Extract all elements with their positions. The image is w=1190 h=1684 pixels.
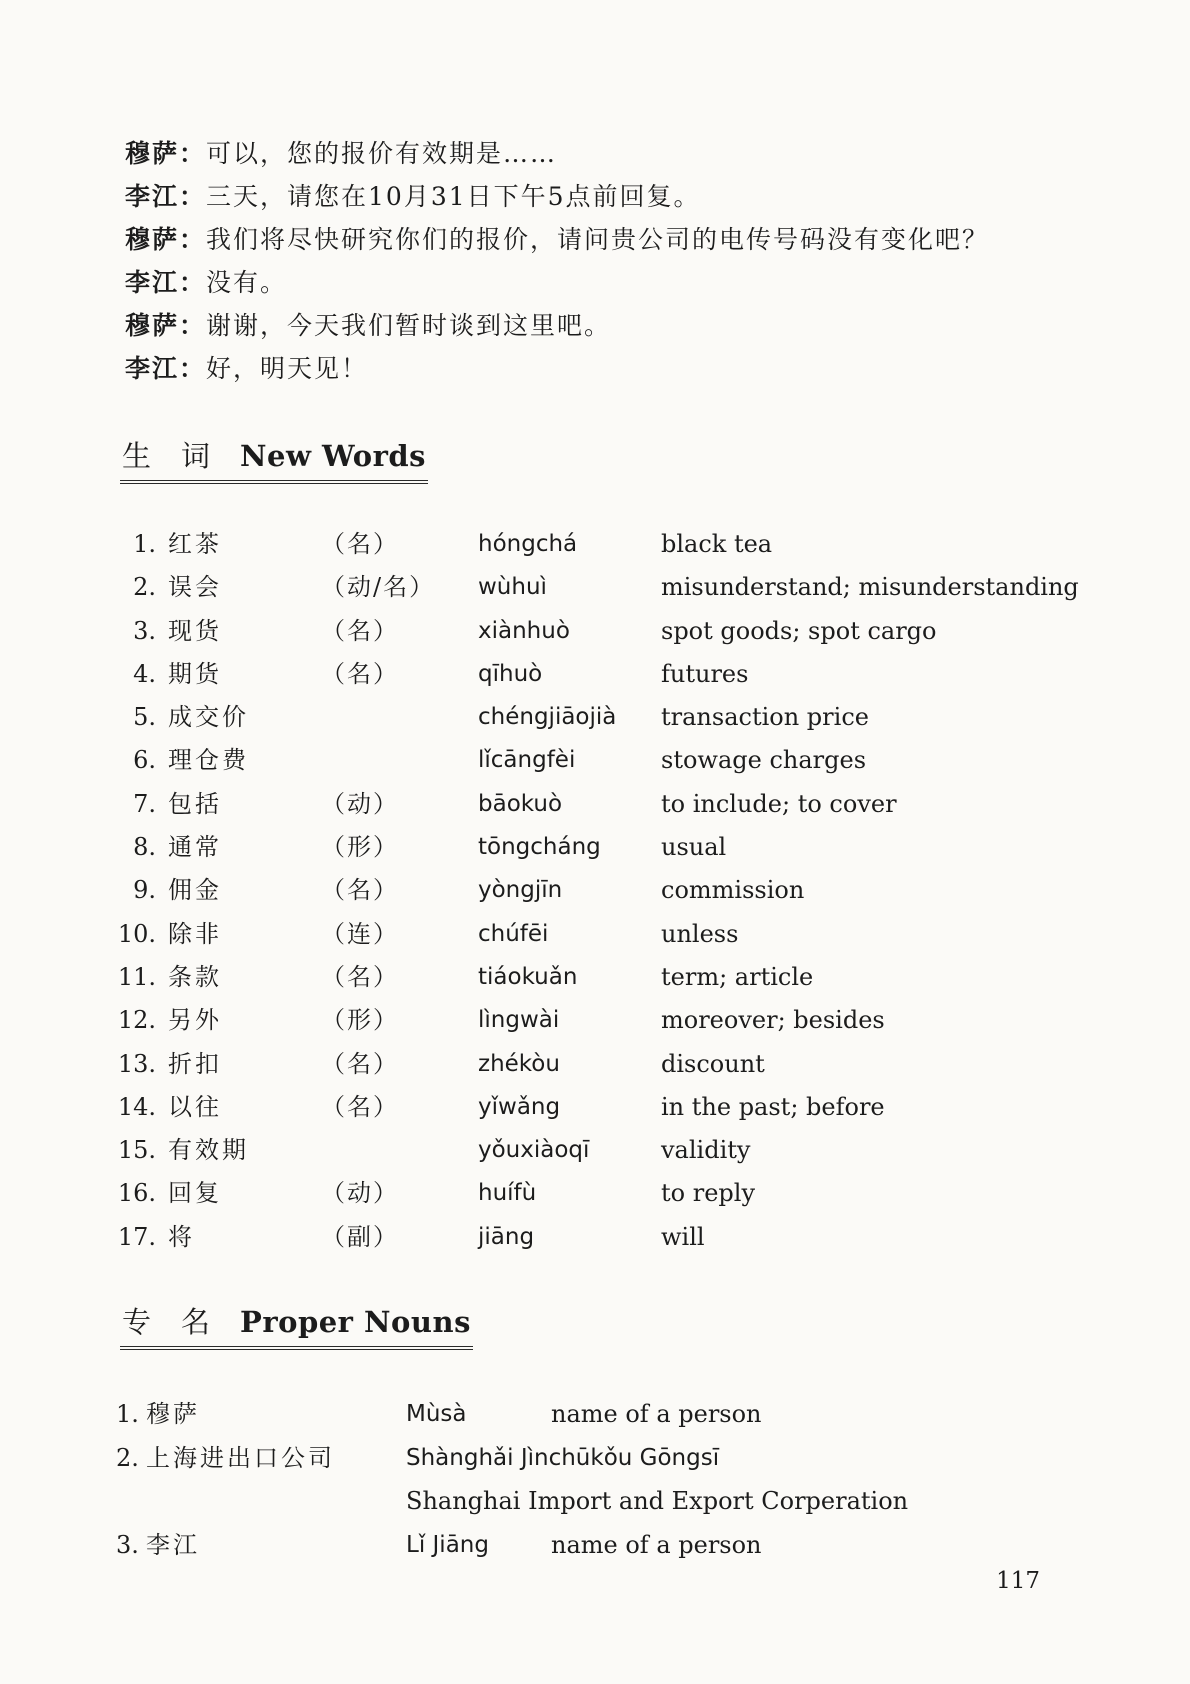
vocab-english: spot goods; spot cargo [661, 616, 937, 645]
vocab-chinese: 除非 [168, 919, 222, 948]
vocab-english: in the past; before [661, 1092, 885, 1121]
proper-noun-chinese: 上海进出口公司 [146, 1443, 335, 1472]
vocab-part-of-speech: （副） [321, 1222, 399, 1251]
vocab-english: black tea [661, 530, 773, 558]
vocab-chinese: 包括 [168, 789, 222, 818]
proper-noun-english: Shanghai Import and Export Corperation [406, 1487, 909, 1515]
vocab-english: stowage charges [661, 746, 867, 775]
vocab-part-of-speech: （名） [321, 659, 399, 688]
vocab-english: to include; to cover [661, 789, 897, 818]
vocab-chinese: 期货 [168, 659, 222, 688]
dialogue-speaker: 李江： [125, 268, 207, 297]
proper-noun-number: 2. [116, 1443, 139, 1472]
dialogue-speaker: 穆萨： [125, 311, 207, 340]
vocab-pinyin: yòngjīn [478, 877, 563, 904]
vocab-part-of-speech: （动） [321, 1179, 399, 1208]
vocab-chinese: 理仓费 [168, 746, 249, 775]
vocab-pinyin: lìngwài [478, 1007, 560, 1034]
vocab-pinyin: huífù [478, 1180, 537, 1207]
dialogue-text: 我们将尽快研究你们的报价，请问贵公司的电传号码没有变化吧？ [206, 225, 990, 254]
new-words-heading [120, 438, 428, 484]
vocab-number: 17. [117, 1222, 156, 1251]
vocab-number: 6. [133, 746, 156, 775]
vocab-english: misunderstand; misunderstanding [661, 573, 1079, 602]
vocab-chinese: 折扣 [168, 1049, 222, 1078]
vocab-pinyin: hóngchá [478, 531, 578, 557]
vocab-english: commission [661, 876, 805, 905]
vocab-part-of-speech: （名） [321, 1092, 399, 1121]
vocab-chinese: 将 [168, 1222, 195, 1251]
vocab-part-of-speech: （形） [321, 833, 399, 862]
vocab-pinyin: chéngjiāojià [478, 704, 617, 731]
dialogue-text: 好，明天见！ [206, 354, 369, 383]
vocab-english: futures [661, 659, 749, 688]
vocab-number: 2. [133, 573, 156, 602]
vocab-english: usual [661, 833, 727, 862]
vocab-part-of-speech: （名） [321, 876, 399, 905]
dialogue-text: 没有。 [206, 268, 288, 297]
new-words-heading-zh: 生词 [122, 439, 241, 473]
dialogue-line [125, 347, 1085, 390]
vocab-pinyin: wùhuì [478, 574, 547, 601]
vocab-part-of-speech: （名） [321, 1049, 399, 1078]
dialogue-text: 可以，您的报价有效期是…… [206, 139, 558, 168]
vocab-pinyin: xiànhuò [478, 617, 570, 644]
dialogue-speaker: 穆萨： [125, 139, 207, 168]
vocab-number: 12. [117, 1006, 156, 1035]
vocab-chinese: 现货 [168, 616, 222, 645]
vocab-number: 9. [133, 876, 156, 905]
vocab-part-of-speech: （名） [321, 616, 399, 645]
vocab-pinyin: yǐwǎng [478, 1093, 561, 1120]
vocab-number: 3. [133, 616, 156, 645]
vocab-chinese: 另外 [168, 1006, 222, 1035]
dialogue-line [125, 175, 1085, 218]
vocab-number: 1. [133, 530, 156, 558]
vocab-chinese: 回复 [168, 1179, 222, 1208]
proper-noun-english: name of a person [551, 1400, 762, 1428]
vocab-english: transaction price [661, 703, 869, 732]
proper-noun-chinese: 李江 [146, 1530, 200, 1559]
dialogue-line [125, 261, 1085, 304]
vocab-english: term; article [661, 962, 814, 991]
new-words-heading-en: New Words [240, 439, 426, 473]
vocab-pinyin: qīhuò [478, 660, 543, 687]
vocab-number: 7. [133, 789, 156, 818]
page-number: 117 [996, 1568, 1040, 1594]
vocab-number: 15. [117, 1136, 156, 1165]
vocab-part-of-speech: （名） [321, 530, 399, 558]
proper-noun-chinese: 穆萨 [146, 1400, 200, 1428]
vocab-part-of-speech: （动/名） [321, 573, 436, 602]
vocab-english: to reply [661, 1179, 755, 1208]
vocab-chinese: 条款 [168, 962, 222, 991]
proper-noun-number: 3. [116, 1530, 139, 1559]
vocab-english: will [661, 1222, 705, 1251]
vocab-english: discount [661, 1049, 765, 1078]
vocab-part-of-speech: （形） [321, 1006, 399, 1035]
dialogue [125, 132, 1085, 390]
proper-nouns-heading-zh: 专名 [122, 1305, 241, 1339]
dialogue-speaker: 李江： [125, 354, 207, 383]
vocab-number: 8. [133, 833, 156, 862]
vocab-pinyin: jiāng [478, 1223, 535, 1250]
proper-noun-number: 1. [116, 1400, 139, 1428]
proper-noun-pinyin: Mùsà [406, 1401, 467, 1427]
vocab-number: 16. [117, 1179, 156, 1208]
vocab-pinyin: yǒuxiàoqī [478, 1137, 590, 1164]
vocab-chinese: 成交价 [168, 703, 249, 732]
dialogue-line [125, 304, 1085, 347]
vocab-english: unless [661, 919, 739, 948]
vocab-number: 13. [117, 1049, 156, 1078]
vocab-chinese: 佣金 [168, 876, 222, 905]
vocab-number: 11. [117, 962, 156, 991]
dialogue-line [125, 218, 1085, 261]
dialogue-text: 谢谢，今天我们暂时谈到这里吧。 [206, 311, 612, 340]
dialogue-speaker: 穆萨： [125, 225, 207, 254]
vocab-pinyin: bāokuò [478, 790, 563, 817]
vocab-pinyin: lǐcāngfèi [478, 747, 576, 774]
vocab-pinyin: tōngcháng [478, 834, 601, 861]
vocab-part-of-speech: （名） [321, 962, 399, 991]
vocab-part-of-speech: （动） [321, 789, 399, 818]
vocab-english: moreover; besides [661, 1006, 885, 1035]
vocab-chinese: 通常 [168, 833, 222, 862]
vocab-number: 14. [117, 1092, 156, 1121]
vocab-chinese: 红茶 [168, 530, 222, 558]
vocab-pinyin: tiáokuǎn [478, 963, 578, 990]
vocab-pinyin: zhékòu [478, 1050, 560, 1077]
vocab-chinese: 误会 [168, 573, 222, 602]
dialogue-line [125, 132, 1085, 175]
vocab-number: 5. [133, 703, 156, 732]
vocab-number: 10. [117, 919, 156, 948]
vocab-pinyin: chúfēi [478, 920, 549, 947]
proper-nouns-heading-en: Proper Nouns [240, 1305, 471, 1339]
vocab-chinese: 以往 [168, 1092, 222, 1121]
vocab-part-of-speech: （连） [321, 919, 399, 948]
proper-noun-pinyin: Lǐ Jiāng [406, 1531, 489, 1558]
proper-noun-pinyin: Shànghǎi Jìnchūkǒu Gōngsī [406, 1444, 720, 1471]
vocab-number: 4. [133, 659, 156, 688]
dialogue-speaker: 李江： [125, 182, 207, 211]
vocab-english: validity [661, 1136, 751, 1165]
vocab-chinese: 有效期 [168, 1136, 249, 1165]
proper-nouns-heading [120, 1304, 473, 1350]
dialogue-text: 三天，请您在10月31日下午5点前回复。 [206, 182, 701, 211]
proper-noun-english: name of a person [551, 1530, 762, 1559]
